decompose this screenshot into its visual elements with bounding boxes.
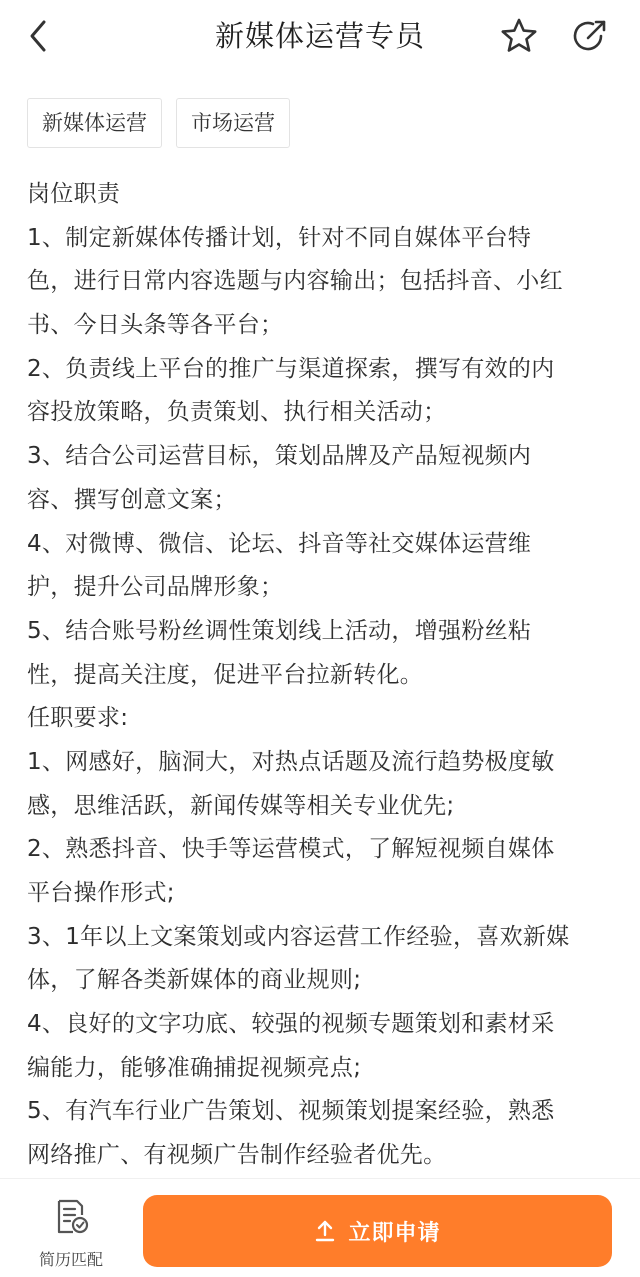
- tag-market-operation: 市场运营: [176, 98, 290, 148]
- star-icon: [500, 17, 538, 55]
- description-line: 编能力，能够准确捕捉视频亮点;: [27, 1054, 362, 1081]
- description-line: 书、今日头条等各平台；: [27, 312, 284, 339]
- description-line: 4、对微博、微信、论坛、抖音等社交媒体运营维: [27, 530, 532, 557]
- section-heading-requirements: 任职要求:: [27, 705, 129, 732]
- description-line: 3、结合公司运营目标，策划品牌及产品短视频内: [27, 443, 532, 470]
- description-line: 感，思维活跃，新闻传媒等相关专业优先;: [27, 792, 455, 819]
- favorite-button[interactable]: [497, 14, 541, 58]
- description-line: 网络推广、有视频广告制作经验者优先。: [27, 1142, 447, 1169]
- description-line: 1、制定新媒体传播计划，针对不同自媒体平台特: [27, 224, 532, 251]
- description-line: 体，了解各类新媒体的商业规则;: [27, 967, 362, 994]
- description-line: 容、撰写创意文案；: [27, 486, 237, 513]
- upload-icon: [314, 1219, 336, 1243]
- description-line: 2、熟悉抖音、快手等运营模式，了解短视频自媒体: [27, 836, 555, 863]
- resume-match-label: 简历匹配: [38, 1250, 103, 1269]
- job-tags: [27, 98, 290, 148]
- back-button[interactable]: [18, 14, 58, 58]
- share-icon: [571, 17, 609, 55]
- description-line: 5、有汽车行业广告策划、视频策划提案经验，熟悉: [27, 1098, 555, 1125]
- description-line: 2、负责线上平台的推广与渠道探索，撰写有效的内: [27, 355, 555, 382]
- job-description: [27, 173, 617, 1178]
- chevron-left-icon: [28, 19, 48, 53]
- apply-now-button[interactable]: [143, 1195, 612, 1267]
- description-line: 1、网感好，脑洞大，对热点话题及流行趋势极度敏: [27, 748, 555, 775]
- description-line: 性，提高关注度，促进平台拉新转化。: [27, 661, 424, 688]
- section-heading-responsibilities: 岗位职责: [27, 181, 121, 207]
- top-navigation-bar: [0, 0, 640, 76]
- description-line: 色，进行日常内容选题与内容输出；包括抖音、小红: [27, 268, 563, 295]
- description-line: 平台操作形式;: [27, 880, 175, 906]
- description-line: 3、1年以上文案策划或内容运营工作经验，喜欢新媒: [27, 923, 570, 950]
- description-line: 5、结合账号粉丝调性策划线上活动，增强粉丝粘: [27, 617, 532, 644]
- description-line: 护，提升公司品牌形象；: [27, 574, 284, 601]
- resume-match-button[interactable]: [16, 1193, 126, 1271]
- share-button[interactable]: [568, 14, 612, 58]
- resume-icon: [51, 1197, 91, 1237]
- bottom-action-bar: [0, 1178, 640, 1277]
- tag-new-media-operation: 新媒体运营: [27, 98, 162, 148]
- description-line: 4、良好的文字功底、较强的视频专题策划和素材采: [27, 1011, 555, 1038]
- description-line: 容投放策略，负责策划、执行相关活动；: [27, 399, 447, 426]
- apply-now-label: 立即申请: [348, 1220, 441, 1246]
- page-title: 新媒体运营专员: [214, 19, 425, 53]
